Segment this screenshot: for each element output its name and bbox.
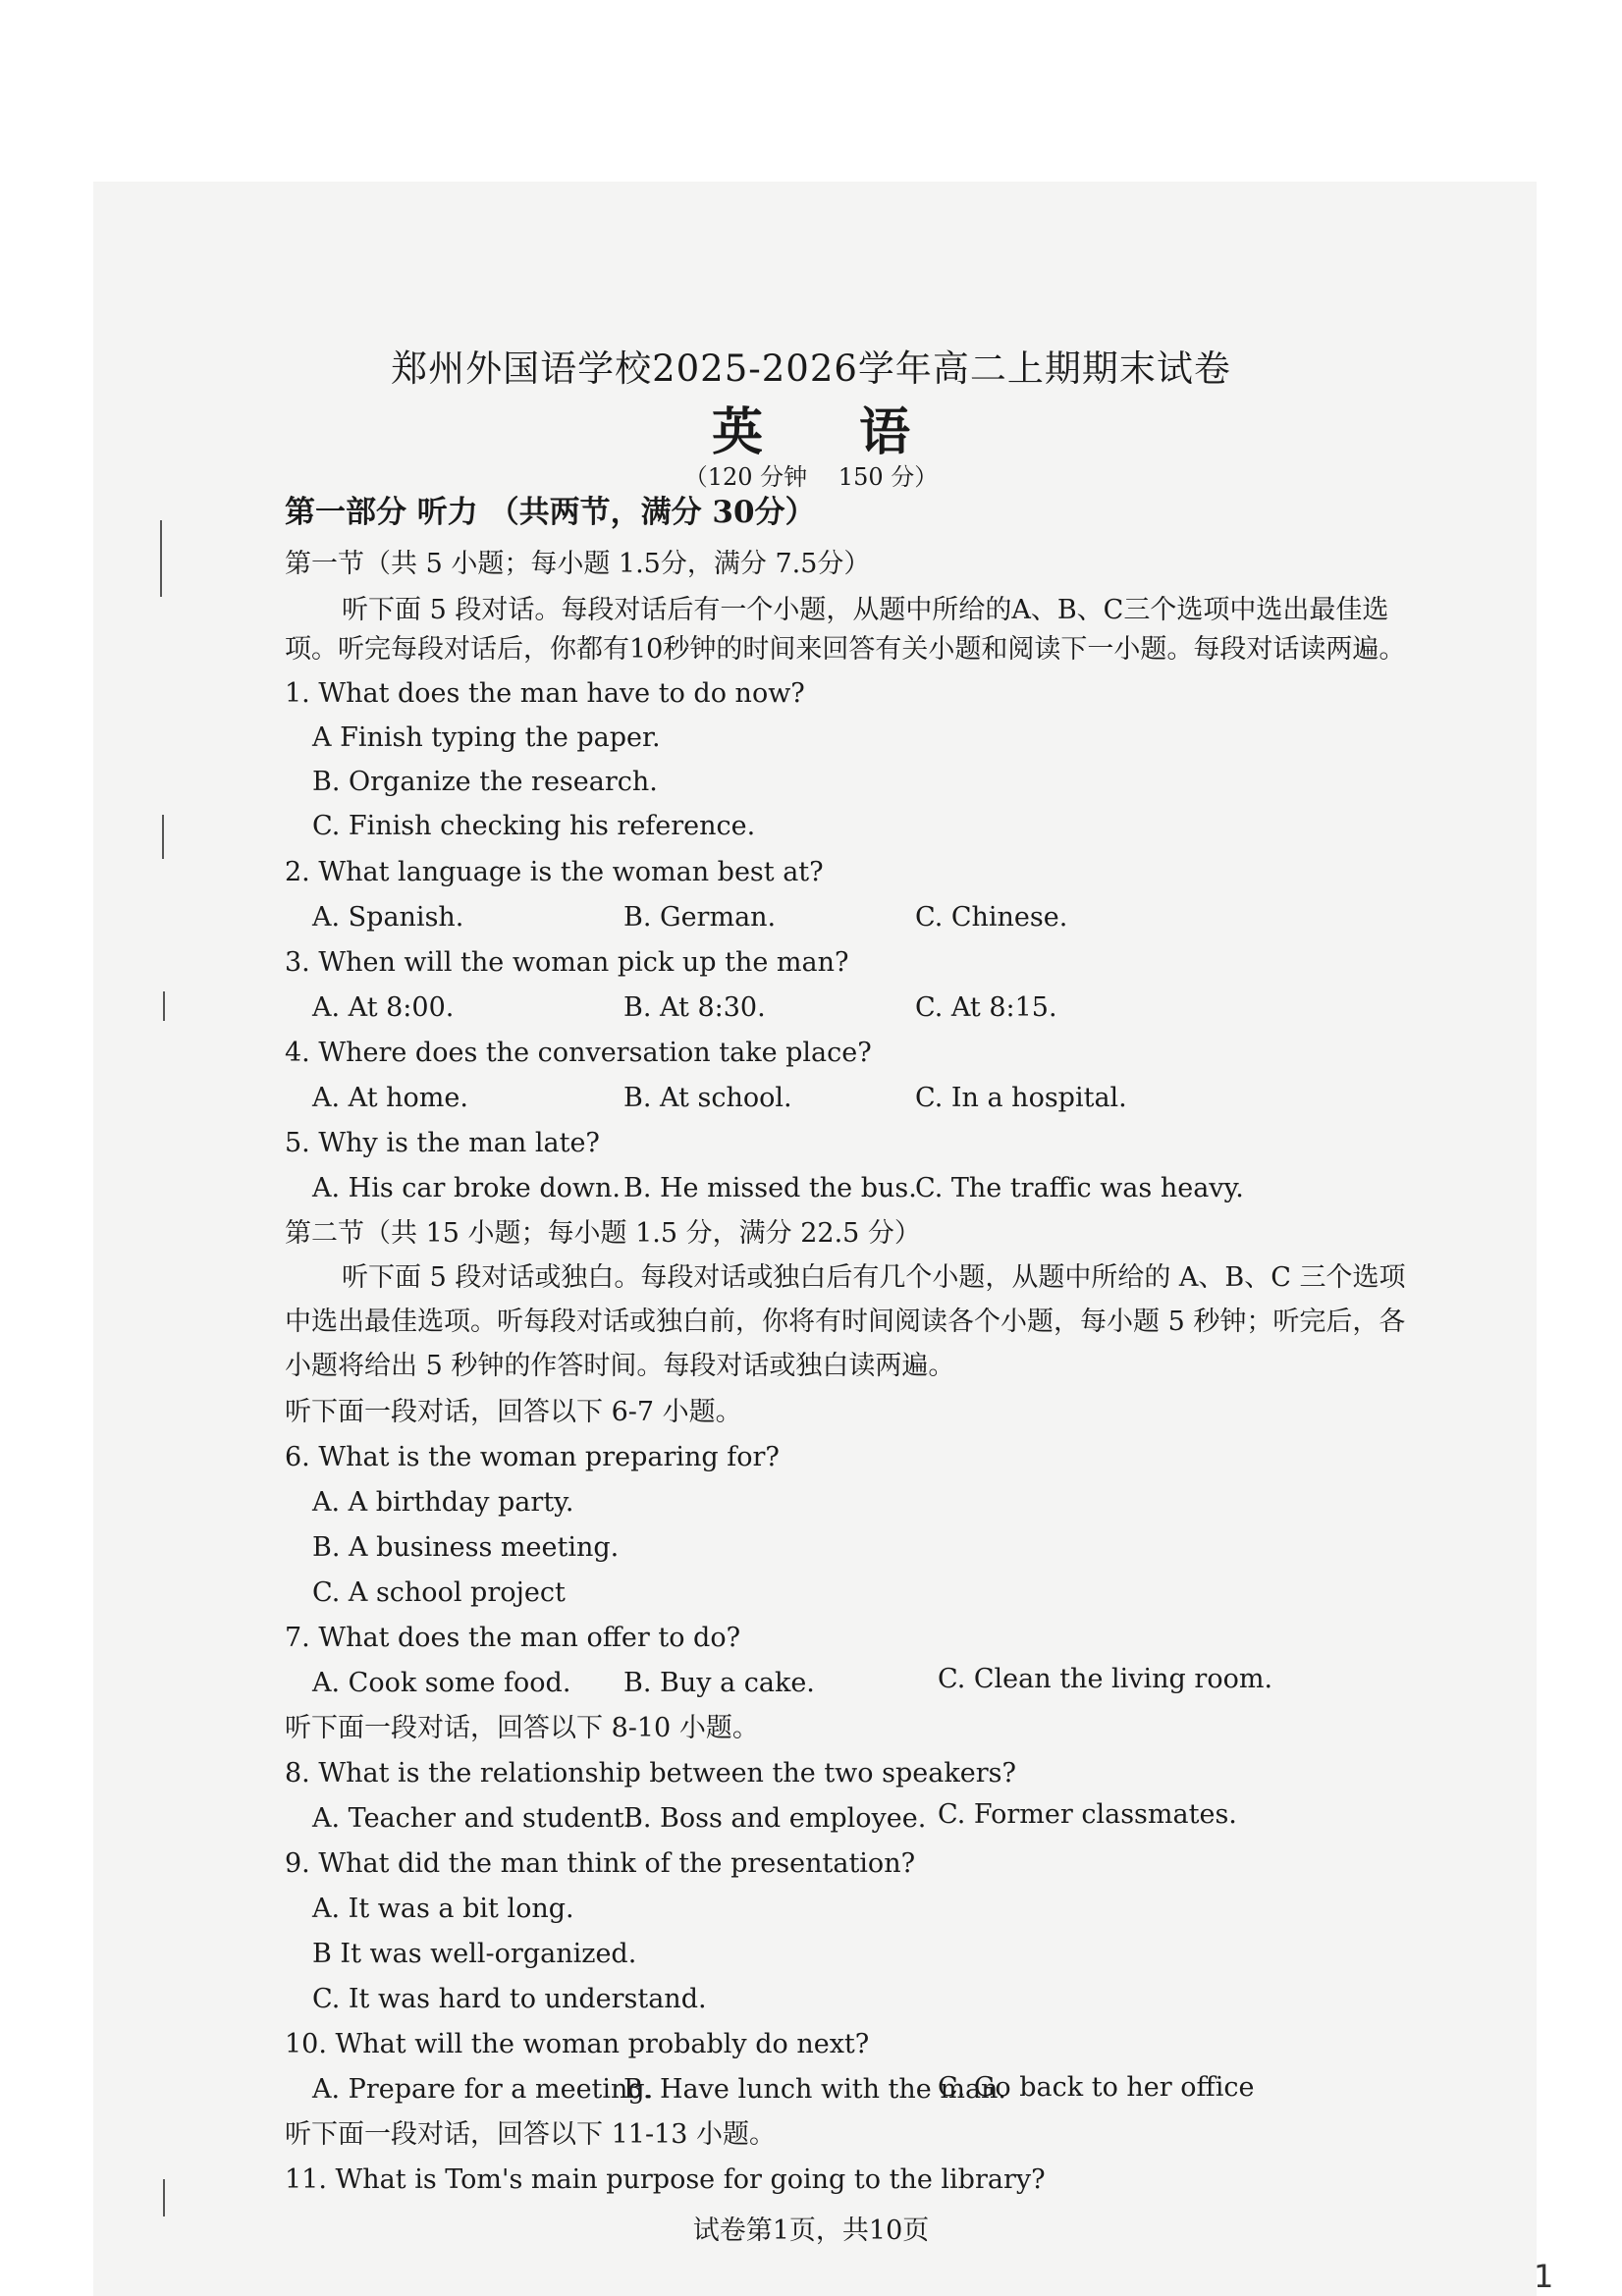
question-4-option-a: A. At home. xyxy=(312,1083,468,1113)
section2-heading: 第二节（共 15 小题；每小题 1.5 分，满分 22.5 分） xyxy=(285,1218,921,1249)
question-1-option-b: B. Organize the research. xyxy=(312,767,658,797)
section1-instructions-line1: 听下面 5 段对话。每段对话后有一个小题，从题中所给的A、B、C三个选项中选出最佳选 xyxy=(342,595,1389,625)
section1-heading: 第一节（共 5 小题；每小题 1.5分，满分 7.5分） xyxy=(285,549,871,579)
question-6-option-a: A. A birthday party. xyxy=(312,1487,574,1518)
question-5-option-b: B. He missed the bus. xyxy=(623,1173,917,1203)
question-2-stem: 2. What language is the woman best at? xyxy=(285,857,824,887)
question-4-option-b: B. At school. xyxy=(623,1083,792,1113)
question-9-option-c: C. It was hard to understand. xyxy=(312,1984,707,2014)
question-10-option-b: B. Have lunch with the man. xyxy=(623,2074,1007,2105)
question-5-option-a: A. His car broke down. xyxy=(312,1173,621,1203)
part1-heading: 第一部分 听力 （共两节，满分 30分） xyxy=(285,495,816,530)
scan-margin-mark xyxy=(160,520,162,597)
question-8-stem: 8. What is the relationship between the two speakers? xyxy=(285,1758,1016,1789)
page-number: 1 xyxy=(1534,2258,1554,2295)
scan-margin-mark xyxy=(163,991,165,1021)
question-10-stem: 10. What will the woman probably do next? xyxy=(285,2029,870,2059)
section2-instructions-line1: 听下面 5 段对话或独白。每段对话或独白后有几个小题，从题中所给的 A、B、C 三个选项 xyxy=(342,1262,1406,1293)
section2-instructions-line3: 小题将给出 5 秒钟的作答时间。每段对话或独白读两遍。 xyxy=(285,1351,955,1381)
question-5-stem: 5. Why is the man late? xyxy=(285,1128,600,1158)
question-6-option-b: B. A business meeting. xyxy=(312,1532,620,1563)
question-3-option-c: C. At 8:15. xyxy=(915,992,1057,1023)
question-2-option-b: B. German. xyxy=(623,902,777,933)
question-7-option-a: A. Cook some food. xyxy=(312,1668,571,1698)
question-2-option-a: A. Spanish. xyxy=(312,902,464,933)
intro-6-7: 听下面一段对话，回答以下 6-7 小题。 xyxy=(285,1397,742,1427)
section2-instructions-line2: 中选出最佳选项。听每段对话或独白前，你将有时间阅读各个小题，每小题 5 秒钟；听完后，各 xyxy=(285,1307,1406,1337)
question-1-option-a: A Finish typing the paper. xyxy=(312,722,661,753)
question-9-option-a: A. It was a bit long. xyxy=(312,1894,574,1924)
question-9-stem: 9. What did the man think of the presentation? xyxy=(285,1848,916,1879)
question-9-option-b: B It was well-organized. xyxy=(312,1939,637,1969)
question-6-option-c: C. A school project xyxy=(312,1577,566,1608)
question-3-option-b: B. At 8:30. xyxy=(623,992,766,1023)
scan-margin-mark xyxy=(162,815,164,859)
question-7-option-b: B. Buy a cake. xyxy=(623,1668,815,1698)
question-8-option-b: B. Boss and employee. xyxy=(623,1803,927,1834)
exam-info: （120 分钟 150 分） xyxy=(683,463,939,491)
page-footer: 试卷第1页，共10页 xyxy=(692,2216,930,2246)
question-11-stem: 11. What is Tom's main purpose for going to the library? xyxy=(285,2164,1046,2195)
exam-title: 郑州外国语学校2025-2026学年高二上期期末试卷 xyxy=(391,347,1231,390)
question-4-option-c: C. In a hospital. xyxy=(915,1083,1127,1113)
question-6-stem: 6. What is the woman preparing for? xyxy=(285,1442,780,1472)
intro-11-13: 听下面一段对话，回答以下 11-13 小题。 xyxy=(285,2119,777,2150)
question-5-option-c: C. The traffic was heavy. xyxy=(915,1173,1244,1203)
question-1-stem: 1. What does the man have to do now? xyxy=(285,678,805,709)
question-3-option-a: A. At 8:00. xyxy=(312,992,455,1023)
question-8-option-c: C. Former classmates. xyxy=(938,1799,1237,1830)
section1-instructions-line2: 项。听完每段对话后，你都有10秒钟的时间来回答有关小题和阅读下一小题。每段对话读两遍。 xyxy=(285,634,1406,665)
question-4-stem: 4. Where does the conversation take place? xyxy=(285,1038,872,1068)
intro-8-10: 听下面一段对话，回答以下 8-10 小题。 xyxy=(285,1713,759,1743)
question-7-option-c: C. Clean the living room. xyxy=(938,1664,1273,1694)
question-7-stem: 7. What does the man offer to do? xyxy=(285,1623,741,1653)
question-8-option-a: A. Teacher and student. xyxy=(312,1803,633,1834)
question-10-option-a: A. Prepare for a meeting. xyxy=(312,2074,654,2105)
question-3-stem: 3. When will the woman pick up the man? xyxy=(285,947,849,978)
question-2-option-c: C. Chinese. xyxy=(915,902,1068,933)
question-10-option-c: C. Go back to her office xyxy=(938,2072,1255,2103)
subject-title: 英 语 xyxy=(711,402,950,462)
question-1-option-c: C. Finish checking his reference. xyxy=(312,811,756,841)
